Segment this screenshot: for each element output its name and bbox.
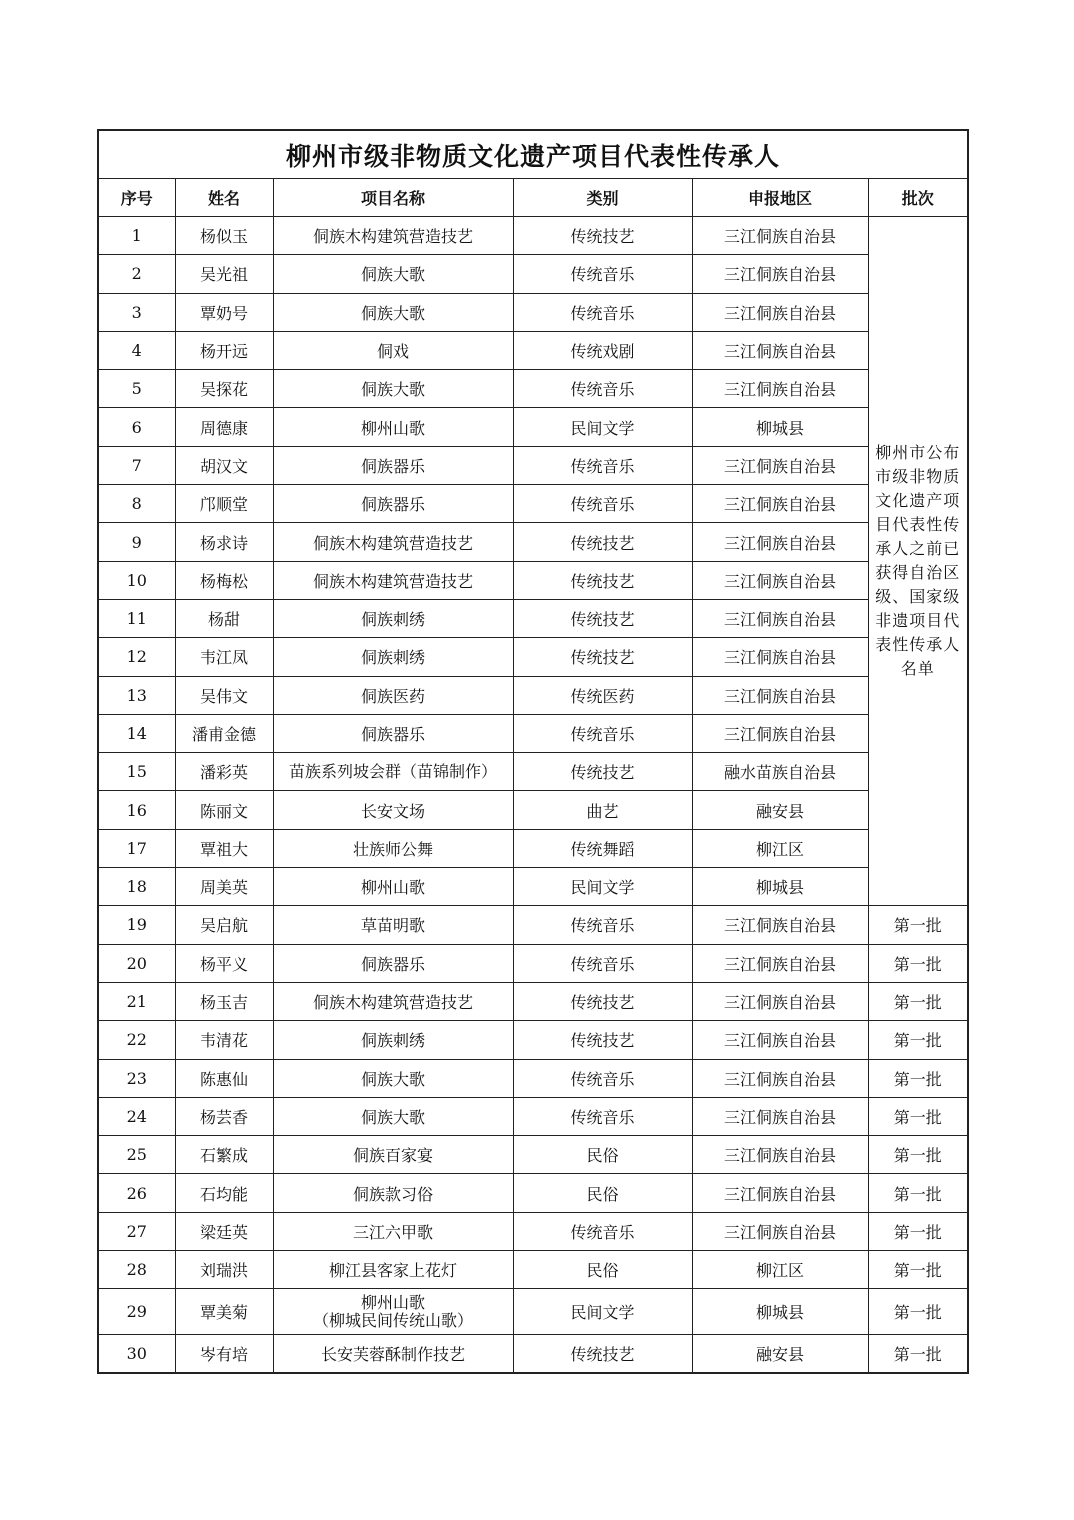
cell-region: 三江侗族自治县 [692, 293, 868, 331]
cell-batch: 第一批 [868, 1059, 968, 1097]
cell-name: 杨似玉 [175, 217, 273, 255]
cell-project: 侗族百家宴 [273, 1136, 513, 1174]
table-row [98, 1021, 968, 1059]
cell-index: 15 [98, 753, 175, 791]
header-index: 序号 [98, 179, 175, 217]
cell-category: 民俗 [513, 1174, 692, 1212]
cell-project: 柳江县客家上花灯 [273, 1251, 513, 1289]
cell-index: 14 [98, 714, 175, 752]
cell-project-line2: （柳城民间传统山歌） [312, 1310, 473, 1330]
header-region: 申报地区 [692, 179, 868, 217]
table-row [98, 714, 968, 752]
cell-project: 侗族大歌 [273, 255, 513, 293]
cell-region: 三江侗族自治县 [692, 944, 868, 982]
cell-index: 29 [98, 1289, 175, 1335]
cell-project: 侗族医药 [273, 676, 513, 714]
table-row [98, 944, 968, 982]
cell-region: 柳江区 [692, 1251, 868, 1289]
cell-project: 侗族器乐 [273, 714, 513, 752]
cell-project [273, 753, 513, 791]
cell-name: 潘彩英 [175, 753, 273, 791]
cell-project: 侗族器乐 [273, 485, 513, 523]
document-page [97, 129, 967, 1374]
table-row [98, 1212, 968, 1250]
cell-region: 融安县 [692, 1335, 868, 1373]
cell-project: 侗族木构建筑营造技艺 [273, 523, 513, 561]
cell-category: 传统音乐 [513, 714, 692, 752]
cell-name: 胡汉文 [175, 446, 273, 484]
cell-name: 石繁成 [175, 1136, 273, 1174]
cell-category: 民间文学 [513, 408, 692, 446]
table-row [98, 523, 968, 561]
cell-project: 草苗明歌 [273, 906, 513, 944]
cell-category: 传统医药 [513, 676, 692, 714]
cell-project: 柳州山歌 [273, 868, 513, 906]
cell-name: 覃奶号 [175, 293, 273, 331]
cell-batch: 第一批 [868, 1174, 968, 1212]
cell-name: 吴探花 [175, 370, 273, 408]
cell-batch: 第一批 [868, 1136, 968, 1174]
cell-name: 杨求诗 [175, 523, 273, 561]
table-row [98, 1251, 968, 1289]
cell-project: 侗族款习俗 [273, 1174, 513, 1212]
cell-name: 陈丽文 [175, 791, 273, 829]
table-row [98, 1174, 968, 1212]
cell-region: 三江侗族自治县 [692, 1021, 868, 1059]
table-row [98, 676, 968, 714]
cell-project-line1: 柳州山歌 [360, 1292, 425, 1312]
cell-name: 杨开远 [175, 331, 273, 369]
cell-category: 民间文学 [513, 1289, 692, 1335]
cell-index: 26 [98, 1174, 175, 1212]
cell-name: 吴启航 [175, 906, 273, 944]
cell-name: 吴伟文 [175, 676, 273, 714]
cell-batch: 第一批 [868, 1335, 968, 1373]
cell-project: 侗族木构建筑营造技艺 [273, 561, 513, 599]
cell-name: 覃祖大 [175, 829, 273, 867]
cell-index: 11 [98, 599, 175, 637]
header-project: 项目名称 [273, 179, 513, 217]
cell-region: 三江侗族自治县 [692, 676, 868, 714]
cell-region: 融水苗族自治县 [692, 753, 868, 791]
cell-name: 杨玉吉 [175, 982, 273, 1020]
cell-index: 27 [98, 1212, 175, 1250]
cell-index: 7 [98, 446, 175, 484]
table-row [98, 370, 968, 408]
cell-category: 传统技艺 [513, 217, 692, 255]
cell-index: 13 [98, 676, 175, 714]
cell-category: 民俗 [513, 1136, 692, 1174]
cell-index: 30 [98, 1335, 175, 1373]
cell-project: 侗族大歌 [273, 1097, 513, 1135]
cell-project: 侗族大歌 [273, 1059, 513, 1097]
cell-category: 传统舞蹈 [513, 829, 692, 867]
cell-category: 传统音乐 [513, 293, 692, 331]
cell-batch-note: 柳州市公布市级非物质文化遗产项目代表性传承人之前已获得自治区级、国家级非遗项目代表性传承人名单 [868, 217, 968, 906]
cell-name: 陈惠仙 [175, 1059, 273, 1097]
cell-name: 周德康 [175, 408, 273, 446]
cell-category: 民俗 [513, 1251, 692, 1289]
cell-category: 传统技艺 [513, 753, 692, 791]
cell-index: 10 [98, 561, 175, 599]
table-row [98, 638, 968, 676]
table-row [98, 1289, 968, 1335]
cell-region: 三江侗族自治县 [692, 523, 868, 561]
cell-region: 三江侗族自治县 [692, 1097, 868, 1135]
cell-index: 2 [98, 255, 175, 293]
cell-region: 三江侗族自治县 [692, 1212, 868, 1250]
cell-project: 侗族器乐 [273, 944, 513, 982]
cell-project: 侗族刺绣 [273, 599, 513, 637]
table-title: 柳州市级非物质文化遗产项目代表性传承人 [98, 130, 968, 179]
cell-project: 长安文场 [273, 791, 513, 829]
cell-batch: 第一批 [868, 1251, 968, 1289]
table-row [98, 255, 968, 293]
cell-index: 23 [98, 1059, 175, 1097]
cell-project: 侗族木构建筑营造技艺 [273, 217, 513, 255]
cell-category: 传统音乐 [513, 485, 692, 523]
cell-index: 8 [98, 485, 175, 523]
cell-category: 传统音乐 [513, 255, 692, 293]
cell-name: 岑有培 [175, 1335, 273, 1373]
cell-index: 17 [98, 829, 175, 867]
cell-name: 刘瑞洪 [175, 1251, 273, 1289]
cell-project-text: 苗族系列坡会群（苗锦制作） [288, 761, 497, 781]
cell-category: 传统戏剧 [513, 331, 692, 369]
cell-name: 韦江凤 [175, 638, 273, 676]
table-row [98, 331, 968, 369]
cell-batch: 第一批 [868, 1097, 968, 1135]
cell-index: 4 [98, 331, 175, 369]
cell-region: 三江侗族自治县 [692, 638, 868, 676]
cell-project: 柳州山歌 [273, 408, 513, 446]
cell-batch: 第一批 [868, 1212, 968, 1250]
cell-project: 壮族师公舞 [273, 829, 513, 867]
header-category: 类别 [513, 179, 692, 217]
cell-index: 24 [98, 1097, 175, 1135]
table-row [98, 868, 968, 906]
cell-region: 柳城县 [692, 1289, 868, 1335]
cell-index: 16 [98, 791, 175, 829]
cell-region: 三江侗族自治县 [692, 714, 868, 752]
cell-index: 25 [98, 1136, 175, 1174]
cell-name: 潘甫金德 [175, 714, 273, 752]
cell-batch: 第一批 [868, 1021, 968, 1059]
cell-category: 传统音乐 [513, 446, 692, 484]
cell-category: 传统技艺 [513, 1021, 692, 1059]
cell-category: 曲艺 [513, 791, 692, 829]
cell-category: 传统技艺 [513, 599, 692, 637]
header-name: 姓名 [175, 179, 273, 217]
table-row [98, 982, 968, 1020]
cell-project: 侗族器乐 [273, 446, 513, 484]
cell-batch: 第一批 [868, 982, 968, 1020]
cell-region: 三江侗族自治县 [692, 370, 868, 408]
cell-region: 三江侗族自治县 [692, 217, 868, 255]
table-header-row [98, 179, 968, 217]
cell-region: 三江侗族自治县 [692, 1174, 868, 1212]
cell-category: 传统技艺 [513, 1335, 692, 1373]
cell-project: 三江六甲歌 [273, 1212, 513, 1250]
cell-project: 侗族大歌 [273, 370, 513, 408]
cell-index: 3 [98, 293, 175, 331]
cell-region: 三江侗族自治县 [692, 599, 868, 637]
table-row [98, 791, 968, 829]
cell-project: 侗族刺绣 [273, 1021, 513, 1059]
cell-name: 杨梅松 [175, 561, 273, 599]
cell-region: 三江侗族自治县 [692, 982, 868, 1020]
cell-project: 侗族大歌 [273, 293, 513, 331]
table-row [98, 829, 968, 867]
cell-category: 传统技艺 [513, 638, 692, 676]
table-row [98, 1335, 968, 1373]
cell-batch: 第一批 [868, 944, 968, 982]
cell-index: 20 [98, 944, 175, 982]
cell-project: 侗族刺绣 [273, 638, 513, 676]
cell-category: 传统音乐 [513, 944, 692, 982]
cell-region: 三江侗族自治县 [692, 1136, 868, 1174]
cell-category: 传统音乐 [513, 1097, 692, 1135]
cell-category: 传统技艺 [513, 523, 692, 561]
table-row [98, 1136, 968, 1174]
cell-region: 柳江区 [692, 829, 868, 867]
header-batch: 批次 [868, 179, 968, 217]
cell-name: 梁廷英 [175, 1212, 273, 1250]
cell-region: 三江侗族自治县 [692, 446, 868, 484]
cell-region: 三江侗族自治县 [692, 906, 868, 944]
cell-region: 融安县 [692, 791, 868, 829]
table-row [98, 1097, 968, 1135]
cell-name: 吴光祖 [175, 255, 273, 293]
cell-category: 传统音乐 [513, 1059, 692, 1097]
cell-category: 传统音乐 [513, 370, 692, 408]
table-body [98, 217, 968, 1374]
cell-batch: 第一批 [868, 906, 968, 944]
cell-category: 传统音乐 [513, 906, 692, 944]
table-row [98, 217, 968, 255]
cell-region: 三江侗族自治县 [692, 485, 868, 523]
table-row [98, 485, 968, 523]
cell-index: 22 [98, 1021, 175, 1059]
cell-name: 周美英 [175, 868, 273, 906]
cell-index: 1 [98, 217, 175, 255]
cell-category: 传统音乐 [513, 1212, 692, 1250]
cell-index: 6 [98, 408, 175, 446]
cell-index: 12 [98, 638, 175, 676]
cell-name: 韦清花 [175, 1021, 273, 1059]
cell-project: 长安芙蓉酥制作技艺 [273, 1335, 513, 1373]
table-row [98, 1059, 968, 1097]
cell-region: 三江侗族自治县 [692, 331, 868, 369]
cell-name: 杨甜 [175, 599, 273, 637]
cell-project [273, 1289, 513, 1335]
cell-index: 21 [98, 982, 175, 1020]
cell-region: 三江侗族自治县 [692, 255, 868, 293]
cell-batch: 第一批 [868, 1289, 968, 1335]
table-row [98, 906, 968, 944]
cell-category: 传统技艺 [513, 982, 692, 1020]
cell-name: 石均能 [175, 1174, 273, 1212]
cell-region: 三江侗族自治县 [692, 1059, 868, 1097]
cell-project: 侗戏 [273, 331, 513, 369]
cell-region: 柳城县 [692, 408, 868, 446]
cell-project: 侗族木构建筑营造技艺 [273, 982, 513, 1020]
cell-name: 邝顺堂 [175, 485, 273, 523]
table-row [98, 599, 968, 637]
cell-category: 传统技艺 [513, 561, 692, 599]
cell-name: 覃美菊 [175, 1289, 273, 1335]
cell-region: 三江侗族自治县 [692, 561, 868, 599]
table-row [98, 561, 968, 599]
cell-index: 18 [98, 868, 175, 906]
cell-region: 柳城县 [692, 868, 868, 906]
cell-index: 28 [98, 1251, 175, 1289]
cell-index: 19 [98, 906, 175, 944]
table-row [98, 293, 968, 331]
cell-name: 杨芸香 [175, 1097, 273, 1135]
cell-name: 杨平义 [175, 944, 273, 982]
table-row [98, 408, 968, 446]
heritage-inheritors-table [97, 129, 969, 1374]
table-row [98, 446, 968, 484]
cell-index: 5 [98, 370, 175, 408]
cell-index: 9 [98, 523, 175, 561]
table-row [98, 753, 968, 791]
cell-category: 民间文学 [513, 868, 692, 906]
